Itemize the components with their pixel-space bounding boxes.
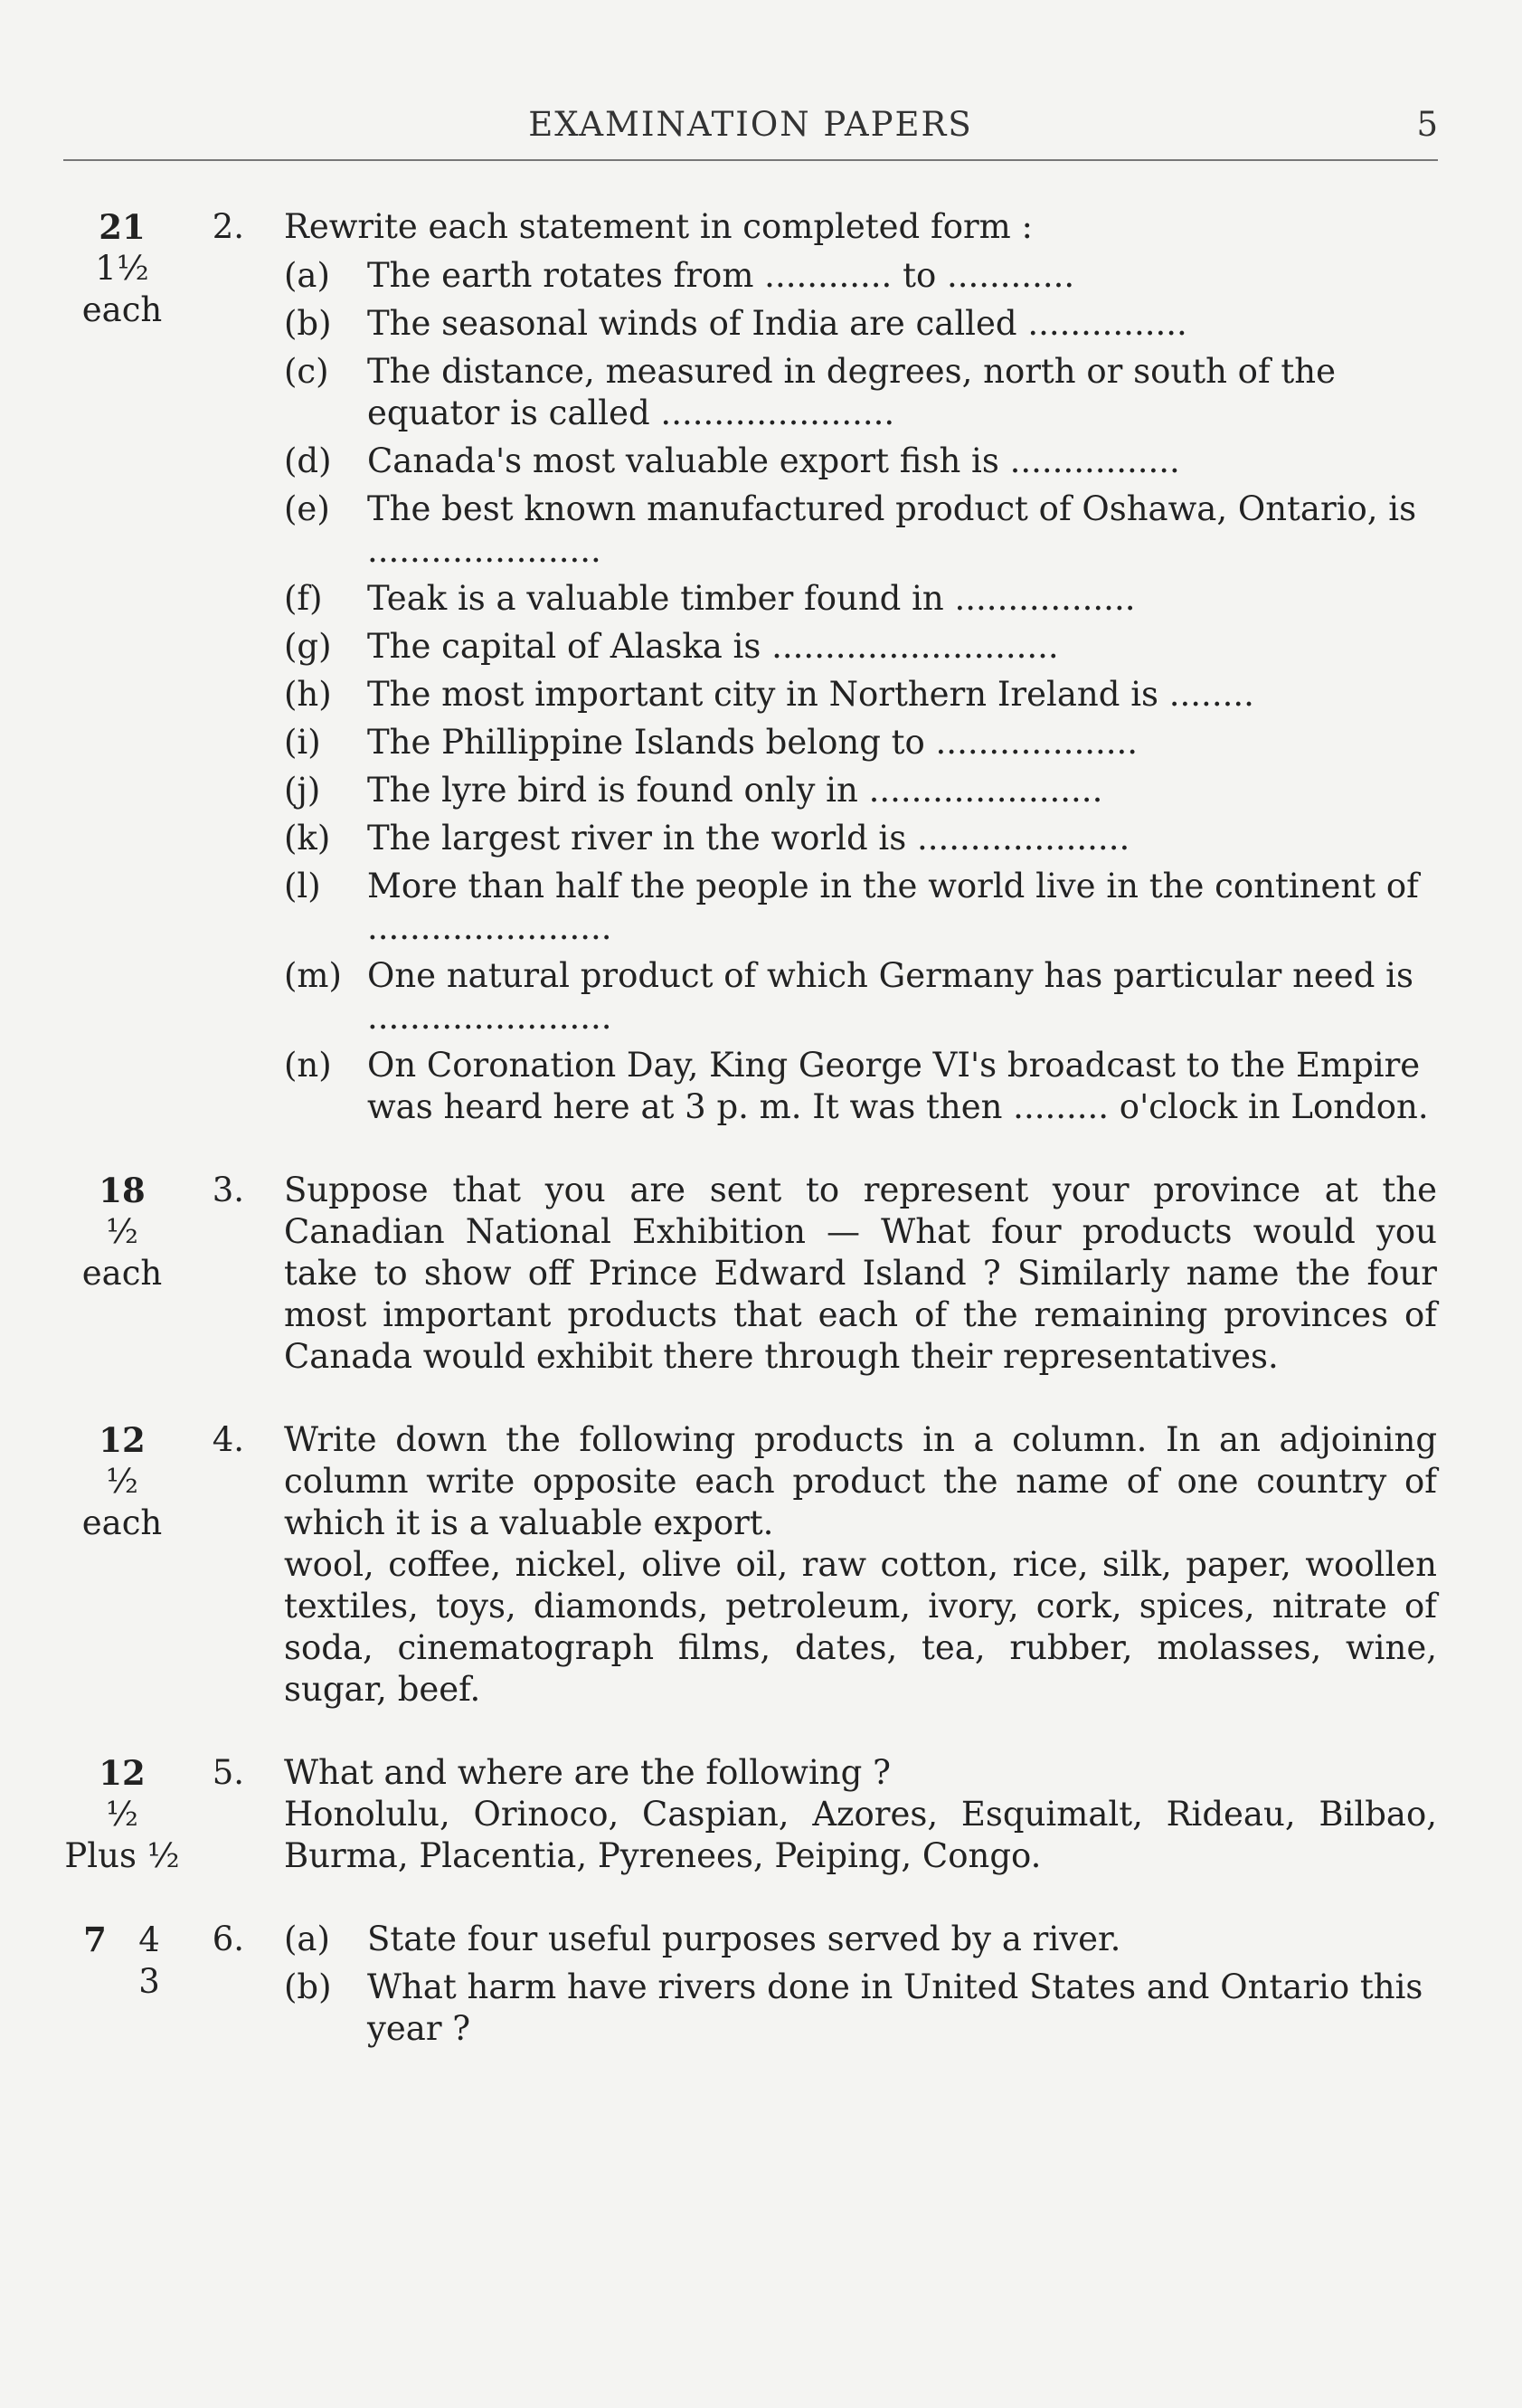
list-item [284,255,1437,297]
marks-note: ½ [106,1462,138,1501]
marks-row [50,1961,194,2003]
list-item [284,578,1437,620]
list-item [284,770,1437,811]
list-item [284,818,1437,859]
item-label: (m) [284,956,342,995]
question-2 [0,206,1522,1128]
marks-column [50,1419,194,1544]
marks-total: 18 [99,1171,146,1210]
item-label: (b) [284,1967,332,2006]
marks-part-b: 3 [138,1962,160,2001]
marks-total: 21 [99,207,146,247]
question-text: Suppose that you are sent to represent your province at the Canadian National Exhibition — What four products would you take to show off Prince Edward Island ? Similarly name the four most important products that each of the remaining provinces of Canada would exhibit there through their representatives. [284,1171,1437,1376]
running-header [63,101,1438,161]
marks-column [50,1919,194,2003]
item-text: The lyre bird is found only in ...................... [367,771,1103,810]
question-stem: Rewrite each statement in completed form : [284,207,1033,246]
marks-total: 7 [83,1920,107,1959]
item-label: (n) [284,1046,332,1085]
item-label: (e) [284,489,330,528]
list-item [284,441,1437,482]
question-4 [0,1419,1522,1711]
question-body [284,1919,1437,2050]
product-list: wool, coffee, nickel, olive oil, raw cotton, rice, silk, paper, woollen textiles, toys, diamonds, petroleum, ivory, cork, spices, nitrate of soda, cinematograph films, dates, tea, rubber, molasses, wine, sugar, beef. [284,1545,1437,1709]
item-label: (c) [284,352,329,391]
question-6 [0,1919,1522,2050]
question-number: 6. [212,1920,244,1958]
marks-column [50,206,194,331]
list-item [284,955,1437,1038]
question-5 [0,1752,1522,1877]
item-text: The earth rotates from ............ to ............ [367,256,1075,295]
question-text: Write down the following products in a column. In an adjoining column write opposite each product the name of one country of which it is a valuable export. [284,1420,1437,1542]
list-item [284,674,1437,716]
item-text: The seasonal winds of India are called ............... [367,304,1187,343]
item-text: What harm have rivers done in United States and Ontario this year ? [367,1967,1423,2048]
item-label: (d) [284,441,332,480]
item-text: The most important city in Northern Ireland is ........ [367,675,1254,714]
list-item [284,1045,1437,1128]
page-number: 5 [1416,105,1438,144]
question-body [284,1170,1437,1378]
item-label: (i) [284,723,321,762]
question-body [284,1419,1437,1711]
item-list [284,255,1437,1128]
running-title: EXAMINATION PAPERS [528,105,973,144]
marks-note: each [81,1503,163,1542]
item-text: The capital of Alaska is ........................... [367,627,1059,666]
marks-part-a: 4 [138,1920,160,1959]
question-number: 2. [212,207,244,246]
item-text: The Phillippine Islands belong to ................... [367,723,1139,762]
item-label: (f) [284,579,323,618]
item-label: (h) [284,675,332,714]
question-3 [0,1170,1522,1378]
item-text: The largest river in the world is .................... [367,819,1130,858]
list-item [284,626,1437,668]
item-text: The distance, measured in degrees, north or south of the equator is called ...................... [367,352,1336,432]
question-number: 5. [212,1753,244,1792]
list-item [284,722,1437,763]
item-text: Teak is a valuable timber found in ................. [367,579,1136,618]
item-list [284,1919,1437,2050]
marks-note: each [81,290,163,329]
list-item [284,866,1437,949]
item-text: One natural product of which Germany has particular need is ....................... [367,956,1413,1037]
marks-note: ½ [106,1212,138,1251]
marks-note: 1½ [95,249,149,288]
question-number: 4. [212,1420,244,1459]
question-body [284,1752,1437,1877]
marks-column [50,1752,194,1877]
question-body [284,206,1437,1128]
question-text: What and where are the following ? [284,1753,891,1792]
item-text: More than half the people in the world live in the continent of ....................... [367,867,1419,947]
list-item [284,1919,1437,1960]
item-text: State four useful purposes served by a river. [367,1920,1121,1958]
item-label: (b) [284,304,332,343]
item-label: (j) [284,771,321,810]
item-text: The best known manufactured product of Oshawa, Ontario, is ...................... [367,489,1417,570]
exam-body [0,206,1522,2091]
marks-column [50,1170,194,1294]
item-label: (a) [284,256,330,295]
place-list: Honolulu, Orinoco, Caspian, Azores, Esquimalt, Rideau, Bilbao, Burma, Placentia, Pyrenees, Peiping, Congo. [284,1795,1437,1875]
marks-note: each [81,1254,163,1293]
marks-row [50,1919,194,1961]
item-text: On Coronation Day, King George VI's broadcast to the Empire was heard here at 3 p. m. It was then ......... o'clock in London. [367,1046,1429,1126]
item-label: (a) [284,1920,330,1958]
marks-total: 12 [99,1753,146,1793]
list-item [284,488,1437,572]
list-item [284,1967,1437,2050]
item-label: (g) [284,627,332,666]
marks-note: Plus ½ [64,1836,180,1875]
item-text: Canada's most valuable export fish is ................ [367,441,1180,480]
marks-total: 12 [99,1420,146,1460]
question-number: 3. [212,1171,244,1209]
item-label: (l) [284,867,321,905]
item-label: (k) [284,819,331,858]
marks-note: ½ [106,1795,138,1834]
list-item [284,351,1437,434]
list-item [284,303,1437,345]
